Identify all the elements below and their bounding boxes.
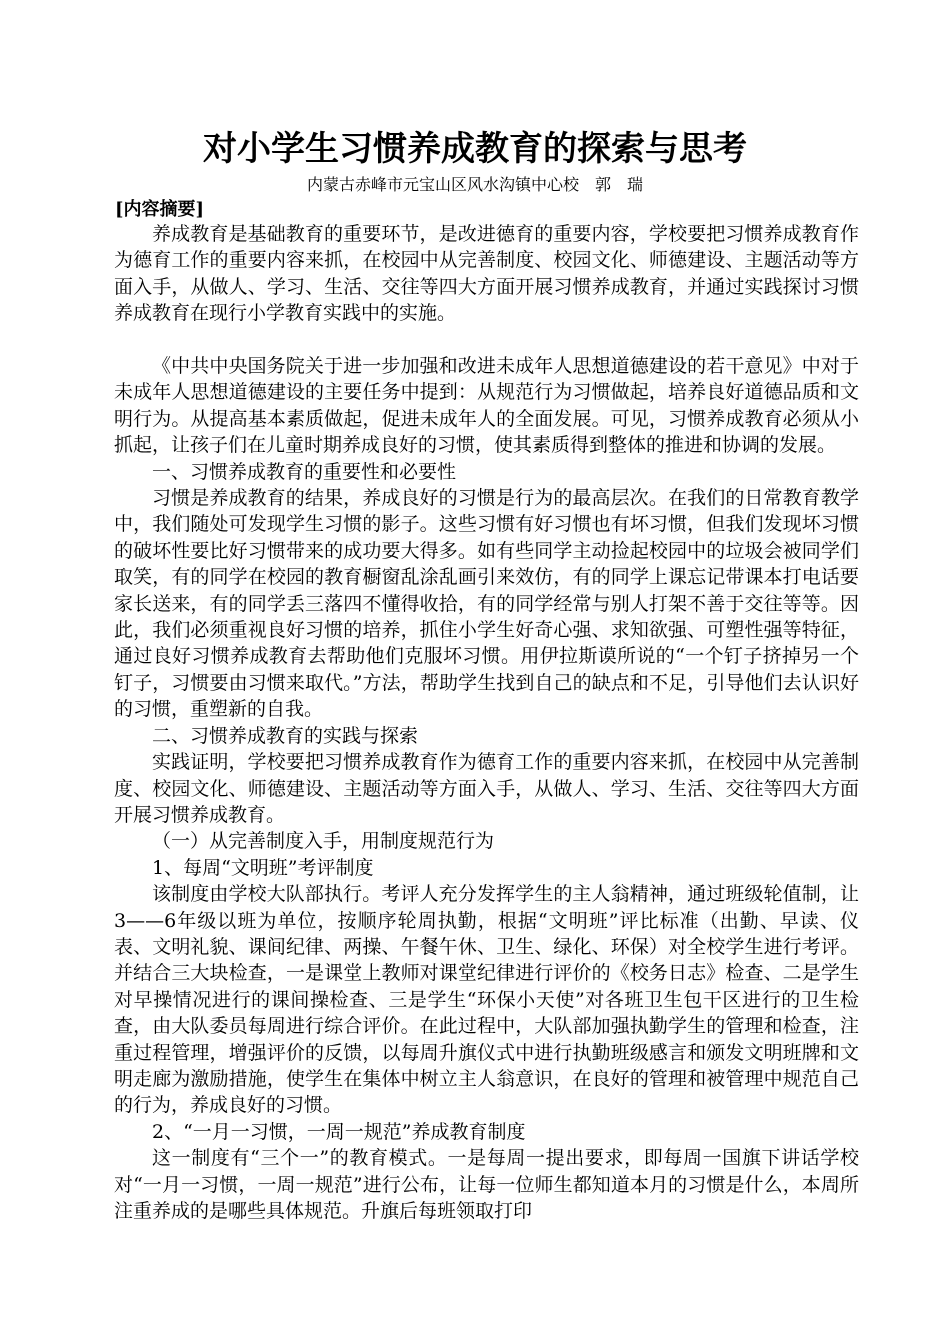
paragraph-blank [114, 327, 859, 353]
paragraph: 实践证明，学校要把习惯养成教育作为德育工作的重要内容来抓，在校园中从完善制度、校园文化、师德建设、主题活动等方面入手，从做人、学习、生活、交往等四大方面开展习惯养成教育。 [114, 751, 859, 826]
section-heading-1: 一、习惯养成教育的重要性和必要性 [152, 460, 457, 483]
paragraph: 习惯是养成教育的结果，养成良好的习惯是行为的最高层次。在我们的日常教育教学中，我们随处可发现学生习惯的影子。这些习惯有好习惯也有坏习惯，但我们发现坏习惯的破坏性要比好习惯带来的成功要大得多。如有些同学主动捡起校园中的垃圾会被同学们取笑，有的同学在校园的教育橱窗乱涂乱画引来效仿，有的同学上课忘记带课本打电话要家长送来，有的同学丢三落四不懂得收拾，有的同学经常与别人打架不善于交往等等。因此，我们必须重视良好习惯的培养，抓住小学生好奇心强、求知欲强、可塑性强等特征，通过良好习惯养成教育去帮助他们克服坏习惯。用伊拉斯谟所说的“一个钉子挤掉另一个钉子，习惯要由习惯来取代。”方法，帮助学生找到自己的缺点和不足，引导他们去认识好的习惯，重塑新的自我。 [114, 487, 859, 721]
document-title: 对小学生习惯养成教育的探索与思考 [203, 129, 747, 169]
paragraph-intro: 《中共中央国务院关于进一步加强和改进未成年人思想道德建设的若干意见》中对于未成年人思想道德建设的主要任务中提到：从规范行为习惯做起，培养良好道德品质和文明行为。从提高基本素质做起，促进未成年人的全面发展。可见，习惯养成教育必须从小抓起，让孩子们在儿童时期养成良好的习惯，使其素质得到整体的推进和协调的发展。 [114, 355, 859, 457]
item-heading-1: 1、每周“文明班”考评制度 [152, 856, 374, 879]
paragraph-abstract: 养成教育是基础教育的重要环节，是改进德育的重要内容，学校要把习惯养成教育作为德育工作的重要内容来抓，在校园中从完善制度、校园文化、师德建设、主题活动等方面入手，从做人、学习、生活、交往等四大方面开展习惯养成教育，并通过实践探讨习惯养成教育在现行小学教育实践中的实施。 [114, 223, 859, 325]
paragraph: 这一制度有“三个一”的教育模式。一是每周一提出要求，即每周一国旗下讲话学校对“一月一习惯，一周一规范”进行公布，让每一位师生都知道本月的习惯是什么，本周所注重养成的是哪些具体规范。升旗后每班领取打印 [114, 1147, 859, 1223]
item-heading-2: 2、“一月一习惯，一周一规范”养成教育制度 [152, 1120, 526, 1143]
paragraph: 该制度由学校大队部执行。考评人充分发挥学生的主人翁精神，通过班级轮值制，让3——6年级以班为单位，按顺序轮周执勤，根据“文明班”评比标准（出勤、早读、仪表、文明礼貌、课间纪律、两操、午餐午休、卫生、绿化、环保）对全校学生进行考评。并结合三大块检查，一是课堂上教师对课堂纪律进行评价的《校务日志》检查、二是学生对早操情况进行的课间操检查、三是学生“环保小天使”对各班卫生包干区进行的卫生检查，由大队委员每周进行综合评价。在此过程中，大队部加强执勤学生的管理和检查，注重过程管理，增强评价的反馈，以每周升旗仪式中进行执勤班级感言和颁发文明班牌和文明走廊为激励措施，使学生在集体中树立主人翁意识，在良好的管理和被管理中规范自己的行为，养成良好的习惯。 [114, 883, 859, 1117]
subsection-heading: （一）从完善制度入手，用制度规范行为 [152, 830, 495, 853]
section-heading-2: 二、习惯养成教育的实践与探索 [152, 724, 419, 747]
author-line: 内蒙古赤峰市元宝山区风水沟镇中心校 郭 瑞 [306, 175, 643, 194]
abstract-label: [内容摘要] [115, 199, 205, 220]
body-text [114, 221, 859, 1224]
